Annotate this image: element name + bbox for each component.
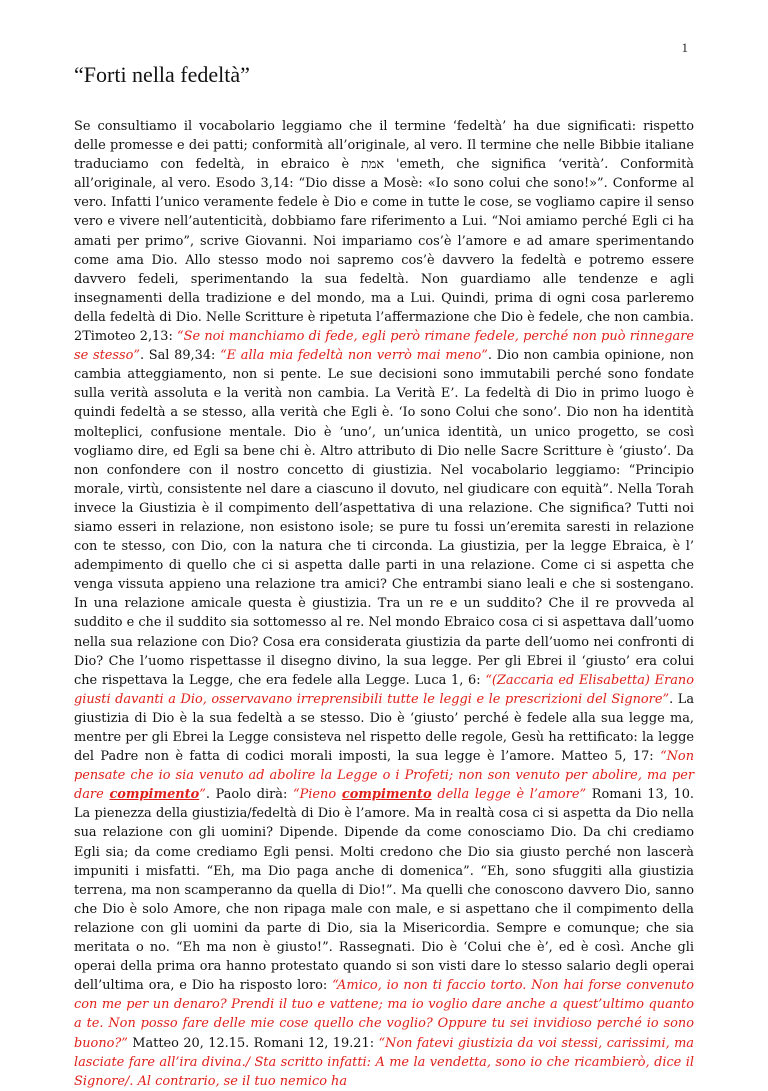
body-text-run: Matteo 20, 12.15. Romani 12, 19.21: <box>127 1035 379 1051</box>
body-text-run: . La giustizia di Dio è la sua fedeltà a se stesso. Dio è ‘giusto’ perché è fedele alla sua legge ma, mentre per gli Ebrei la Legge consisteva nel rispetto delle regole, Gesù ha rettificato: la legge del Padre non è fatta di codici morali imposti, la sua legge è l’amore. Matteo 5, 17: <box>74 691 694 765</box>
body-text-run: . Paolo dirà: <box>205 787 294 803</box>
body-text-run: . Sal 89,34: <box>139 348 221 364</box>
scripture-quote: ” <box>199 787 206 803</box>
scripture-quote: “Non fatevi giustizia da voi stessi, carissimi, ma lasciate fare all’ira divina./ Sta scritto infatti: A me la vendetta, sono io che ricambierò, dice il Signore/. Al contrario, se il tuo nemico ha <box>74 1035 694 1089</box>
scripture-quote: della legge è l’amore” <box>431 787 587 803</box>
scripture-quote: “Amico, io non ti faccio torto. Non hai forse convenuto con me per un denaro? Prendi il tuo e vattene; ma io voglio dare anche a quest’ultimo quanto a te. Non posso fare delle mie cose quello che voglio? Oppure tu sei invidioso perché io sono buono?” <box>74 978 694 1051</box>
page-number: 1 <box>681 40 688 55</box>
scripture-quote: “Se noi manchiamo di fede, egli però rimane fedele, perché non può rinnegare se stesso” <box>74 329 694 364</box>
body-paragraph <box>74 117 694 1091</box>
emphasized-word: compimento <box>341 787 432 803</box>
scripture-quote: “(Zaccaria ed Elisabetta) Erano giusti davanti a Dio, osservavano irreprensibili tutte le leggi e le prescrizioni del Signore” <box>74 672 694 707</box>
scripture-quote: “E alla mia fedeltà non verrò mai meno” <box>220 348 488 364</box>
document-title: “Forti nella fedeltà” <box>74 62 250 87</box>
emphasized-word: compimento <box>109 787 200 803</box>
body-text-run: Romani 13, 10. La pienezza della giustizia/fedeltà di Dio è l’amore. Ma in realtà cosa ci si aspetta da Dio nella sua relazione con gli uomini? Dipende. Dipende da come conosciamo Dio. Da chi crediamo Egli sia; da come crediamo Egli pensi. Molti credono che Dio sia giusto perché non lascerà impuniti i misfatti. “Eh, ma Dio paga anche di domenica”. “Eh, sono sfuggiti alla giustizia terrena, ma non scamperanno da quella di Dio!”. Ma quelli che conoscono davvero Dio, sanno che Dio è solo Amore, che non ripaga male con male, e si aspettano che il compimento della relazione con gli uomini da parte di Dio, sia la Misericordia. Sempre e comunque; che sia meritata o no. “Eh ma non è giusto!”. Rassegnati. Dio è ‘Colui che è’, ed è così. Anche gli operai della prima ora hanno protestato quando si son visti dare lo stesso salario degli operai dell’ultima ora, e Dio ha risposto loro: <box>74 787 695 994</box>
scripture-quote: “Non pensate che io sia venuto ad abolire la Legge o i Profeti; non son venuto per abolire, ma per dare <box>74 749 694 803</box>
body-text-run: . Dio non cambia opinione, non cambia atteggiamento, non si pente. Le sue decisioni sono immutabili perché sono fondate sulla verità assoluta e la verità non cambia. La Verità E’. La fedeltà di Dio in primo luogo è quindi fedeltà a se stesso, alla verità che Egli è. ‘Io sono Colui che sono’. Dio non ha identità molteplici, confusione mentale. Dio è ‘uno’, un’unica identità, un unico progetto, se così vogliamo dire, ed Egli sa bene chi è. Altro attributo di Dio nelle Sacre Scritture è ‘giusto’. Da non confondere con il nostro concetto di giustizia. Nel vocabolario leggiamo: “Principio morale, virtù, consistente nel dare a ciascuno il dovuto, nel giudicare con equità”. Nella Torah invece la Giustizia è il compimento dell’aspettativa di una relazione. Che significa? Tutti noi siamo esseri in relazione, non esistono isole; se pure tu fossi un’eremita saresti in relazione con te stesso, con Dio, con la natura che ti circonda. La giustizia, per la legge Ebraica, è l’ adempimento di quello che ci si aspetta dalle parti in una relazione. Come ci si aspetta che venga vissuta appieno una relazione tra amici? Che entrambi siano leali e che si sostengano. In una relazione amicale questa è giustizia. Tra un re e un suddito? Che il re provveda al suddito e che il suddito sia sottomesso al re. Nel mondo Ebraico cosa ci si aspettava dall’uomo nella sua relazione con Dio? Cosa era considerata giustizia da parte dell’uomo nei confronti di Dio? Che l’uomo rispettasse il disegno divino, la sua legge. Per gli Ebrei il ‘giusto’ era colui che rispettava la Legge, che era fedele alla Legge. Luca 1, 6: <box>74 348 694 688</box>
body-text-run: Se consultiamo il vocabolario leggiamo che il termine ‘fedeltà’ ha due significati: rispetto delle promesse e dei patti; conformità all’originale, al vero. Il termine che nelle Bibbie italiane traduciamo con fedeltà, in ebraico è אמת 'emeth, che significa ‘verità’. Conformità all’originale, al vero. Esodo 3,14: “Dio disse a Mosè: «Io sono colui che sono!»”. Conforme al vero. Infatti l’unico veramente fedele è Dio e come in tutte le cose, se vogliamo capire il senso vero e vivere nell’autenticità, dobbiamo fare riferimento a Lui. “Noi amiamo perché Egli ci ha amati per primo”, scrive Giovanni. Noi impariamo cos’è l’amore e ad amare sperimentando come ama Dio. Allo stesso modo noi sapremo cos’è davvero la fedeltà e potremo essere davvero fedeli, sperimentando la sua fedeltà. Non guardiamo alle tendenze e agli insegnamenti della tradizione e del mondo, ma a Lui. Quindi, prima di ogni cosa parleremo della fedeltà di Dio. Nelle Scritture è ripetuta l’affermazione che Dio è fedele, che non cambia. 2Timoteo 2,13: <box>74 119 695 345</box>
scripture-quote: “Pieno <box>293 787 342 803</box>
